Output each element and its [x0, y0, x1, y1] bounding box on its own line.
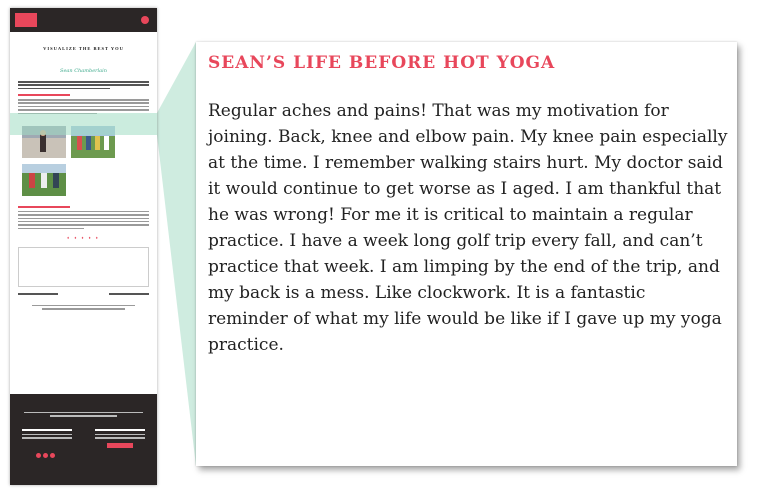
photo-golf-friends: [22, 164, 66, 196]
thumbnail-intro: [18, 81, 149, 114]
comment-box: [18, 247, 149, 287]
share-icons: ♦ ♦ ♦ ♦ ♦: [67, 235, 100, 241]
thumbnail-footer: [10, 394, 157, 485]
thumbnail-header: [10, 8, 157, 32]
thumbnail-title: VISUALIZE THE BEST YOU: [43, 46, 124, 51]
excerpt-card: [196, 42, 737, 466]
thumbnail-section-2: [18, 206, 149, 229]
thumbnail-quote: [18, 305, 149, 310]
page-thumbnail: [10, 8, 157, 485]
thumbnail-highlight: [10, 113, 157, 135]
post-navigation: [18, 293, 149, 296]
excerpt-body: Regular aches and pains! That was my motivation for joining. Back, knee and elbow pain. My knee pain especially at the time. I remember walking stairs hurt. My doctor said it would continue to get worse as I aged. I am thankful that he was wrong! For me it is critical to maintain a regular practice. I have a week long golf trip every fall, and can’t practice that week. I am limping by the end of the trip, and my back is a mess. Like clockwork. It is a fantastic reminder of what my life would be like if I gave up my yoga practice.: [208, 101, 728, 355]
thumbnail-author: Sean Chamberlain: [60, 68, 107, 74]
excerpt-heading: SEAN’S LIFE BEFORE HOT YOGA: [208, 53, 556, 73]
site-logo: [15, 13, 37, 27]
thumbnail-section-1: [18, 124, 149, 200]
menu-icon: [141, 16, 149, 24]
